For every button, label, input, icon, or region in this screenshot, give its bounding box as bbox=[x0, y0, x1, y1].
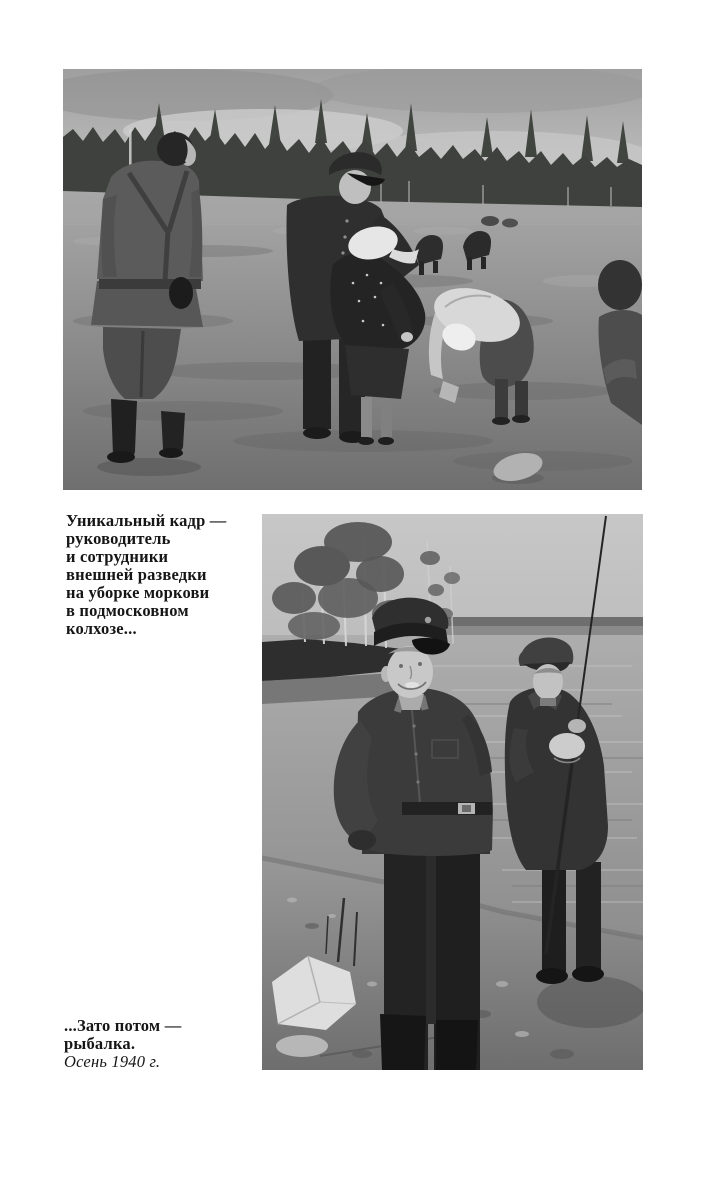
caption-line: колхозе... bbox=[66, 619, 137, 638]
caption-line: рыбалка. bbox=[64, 1034, 136, 1053]
caption-line: Уникальный кадр — bbox=[66, 511, 227, 530]
caption-line: ...Зато потом — bbox=[64, 1016, 182, 1035]
caption-date-line: Осень 1940 г. bbox=[64, 1052, 161, 1071]
hands-with-catch bbox=[549, 733, 585, 759]
caption-line: на уборке моркови bbox=[66, 583, 210, 602]
photo-field-harvest bbox=[63, 69, 642, 490]
caption-line: руководитель bbox=[66, 529, 171, 548]
caption-line: и сотрудники bbox=[66, 547, 169, 566]
caption-line: внешней разведки bbox=[66, 565, 207, 584]
caption-bottom-photo bbox=[64, 1017, 264, 1071]
gloves-in-hands bbox=[169, 277, 193, 309]
photo-fishing-art bbox=[262, 514, 643, 1070]
photo-field-harvest-art bbox=[63, 69, 642, 490]
belt bbox=[402, 802, 492, 815]
caption-line: в подмосковном bbox=[66, 601, 189, 620]
caption-top-photo bbox=[66, 512, 266, 638]
cap-star bbox=[425, 617, 431, 623]
photo-fishing bbox=[262, 514, 643, 1070]
